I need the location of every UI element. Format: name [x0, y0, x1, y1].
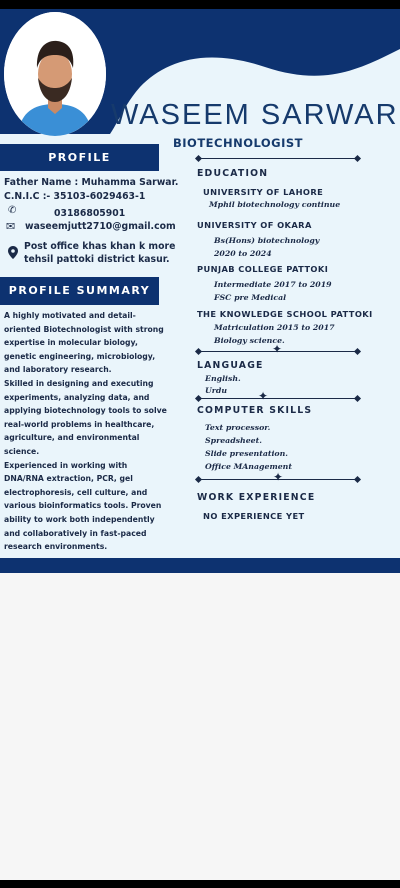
skill-item: Spreadsheet.: [205, 436, 262, 445]
education-years: 2020 to 2024: [214, 249, 272, 258]
education-school: THE KNOWLEDGE SCHOOL PATTOKI: [197, 309, 373, 319]
education-detail: Matriculation 2015 to 2017: [214, 323, 335, 332]
work-experience-text: NO EXPERIENCE YET: [203, 511, 305, 521]
email-address: waseemjutt2710@gmail.com: [25, 221, 176, 232]
candidate-name: WASEEM SARWAR: [111, 99, 399, 131]
section-divider: [198, 470, 358, 484]
summary-line: oriented Biotechnologist with strong: [4, 324, 164, 334]
skill-item: Slide presentation.: [205, 449, 289, 458]
star-icon: ✦: [258, 389, 269, 403]
summary-line: and collaboratively in fast-paced: [4, 528, 147, 538]
profile-summary-heading: PROFILE SUMMARY: [0, 277, 159, 305]
location-pin-icon: [8, 246, 18, 259]
summary-line: Experienced in working with: [4, 460, 128, 470]
education-detail: Bs(Hons) biotechnology: [214, 236, 320, 245]
father-name: Father Name : Muhamma Sarwar.: [4, 177, 179, 188]
computer-skills-heading: COMPUTER SKILLS: [197, 405, 313, 416]
profile-heading: PROFILE: [0, 144, 159, 171]
address-line-1: Post office khas khan k more: [24, 241, 176, 252]
profile-photo: [4, 12, 106, 136]
education-detail: FSC pre Medical: [214, 293, 287, 302]
summary-line: real-world problems in healthcare,: [4, 419, 155, 429]
skill-item: Office MAnagement: [205, 462, 292, 471]
summary-line: DNA/RNA extraction, PCR, gel: [4, 474, 133, 484]
work-experience-heading: WORK EXPERIENCE: [197, 492, 316, 503]
language-item: English.: [205, 374, 241, 383]
bottom-black-bar: [0, 880, 400, 888]
summary-line: research environments.: [4, 542, 108, 552]
summary-line: electrophoresis, cell culture, and: [4, 487, 148, 497]
summary-line: science.: [4, 446, 40, 456]
profile-summary-text: [4, 309, 174, 554]
education-school: PUNJAB COLLEGE PATTOKI: [197, 264, 329, 274]
education-detail: Intermediate 2017 to 2019: [214, 280, 332, 289]
education-school: UNIVERSITY OF OKARA: [197, 220, 312, 230]
skill-item: Text processor.: [205, 423, 271, 432]
top-black-bar: [0, 0, 400, 9]
language-item: Urdu: [205, 386, 228, 395]
mail-icon: ✉: [6, 220, 16, 233]
section-divider: [198, 154, 358, 162]
star-icon: ✦: [272, 342, 283, 356]
education-heading: EDUCATION: [197, 168, 269, 179]
job-title: BIOTECHNOLOGIST: [173, 136, 304, 150]
summary-line: experiments, analyzing data, and: [4, 392, 150, 402]
summary-line: expertise in molecular biology,: [4, 338, 138, 348]
language-heading: LANGUAGE: [197, 360, 264, 371]
resume-footer-bar: [0, 558, 400, 573]
summary-line: Skilled in designing and executing: [4, 378, 154, 388]
summary-line: agriculture, and environmental: [4, 433, 140, 443]
phone-number: 03186805901: [54, 208, 126, 219]
summary-line: A highly motivated and detail-: [4, 311, 136, 320]
education-detail: Mphil biotechnology continue: [209, 200, 341, 209]
cnic-number: C.N.I.C :- 35103-6029463-1: [4, 191, 146, 202]
summary-line: and laboratory research.: [4, 365, 112, 375]
star-icon: ✦: [273, 470, 284, 484]
education-school: UNIVERSITY OF LAHORE: [203, 187, 324, 197]
address-line-2: tehsil pattoki district kasur.: [24, 254, 170, 265]
summary-line: genetic engineering, microbiology,: [4, 351, 156, 361]
summary-line: applying biotechnology tools to solve: [4, 406, 167, 416]
summary-line: ability to work both independently: [4, 514, 155, 524]
education-detail: Biology science.: [214, 336, 285, 345]
phone-icon: ✆: [8, 205, 17, 216]
summary-line: various bioinformatics tools. Proven: [4, 501, 162, 511]
section-divider: [198, 342, 358, 356]
